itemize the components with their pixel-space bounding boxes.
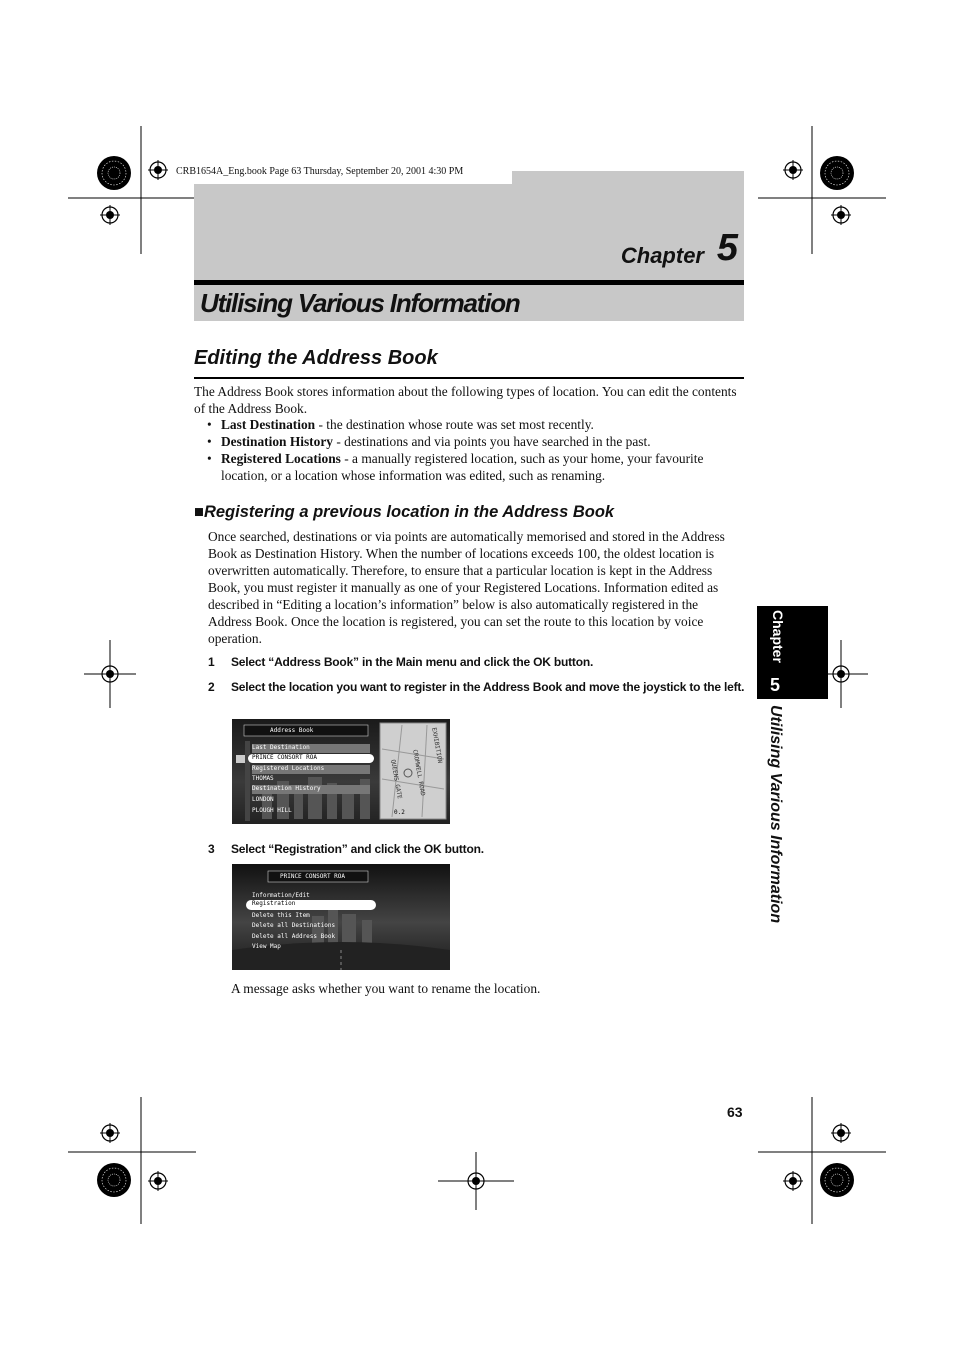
title-band	[194, 285, 744, 321]
bullet-item: • Destination History - destinations and via points you have searched in the past.	[207, 434, 651, 449]
step-text: Select “Registration” and click the OK button.	[231, 842, 484, 856]
step-number: 3	[208, 842, 215, 856]
step-number: 2	[208, 680, 215, 694]
bullet-term: Registered Locations	[221, 451, 341, 466]
screen2-row-selected: Registration	[246, 900, 376, 910]
step-text: Select “Address Book” in the Main menu and click the OK button.	[231, 655, 594, 669]
print-header-line: CRB1654A_Eng.book Page 63 Thursday, September 20, 2001 4:30 PM	[176, 166, 464, 177]
bullet-text: - the destination whose route was set most recently.	[315, 417, 594, 432]
chapter-word: Chapter	[620, 243, 704, 268]
screen1-row-selected: PRINCE CONSORT ROA	[248, 754, 374, 763]
screen1-header: Address Book	[270, 727, 314, 734]
result-text: A message asks whether you want to rename the location.	[231, 981, 541, 996]
screen1-row: Destination History	[252, 785, 370, 794]
bullet-item: • Registered Locations - a manually registered location, such as your home, your favourite location, or a location whose information was edited, such as renaming.	[207, 451, 704, 483]
step-3	[208, 841, 748, 858]
subsection-title	[194, 503, 614, 522]
subsection-title-text: Registering a previous location in the Address Book	[203, 503, 615, 521]
section-intro: The Address Book stores information about the following types of location. You can edit the contents of the Address Book.	[194, 384, 737, 416]
section-rule	[194, 377, 744, 379]
screen1-row: Last Destination	[252, 744, 370, 753]
screen2-row: Information/Edit	[252, 892, 310, 899]
screen1-row: PLOUGH HILL	[252, 807, 292, 814]
step-1	[208, 654, 748, 671]
screen2-row: Delete this Item	[252, 912, 310, 919]
bullet-term: Destination History	[221, 434, 333, 449]
subsection-marker: ■	[194, 503, 204, 521]
chapter-number: 5	[716, 227, 738, 269]
bullet-term: Last Destination	[221, 417, 316, 432]
registration-screenshot	[232, 864, 450, 970]
step-2	[208, 679, 748, 713]
screen2-row: View Map	[252, 943, 281, 950]
step-number: 1	[208, 655, 215, 669]
map-scale: 0.2	[394, 809, 405, 816]
address-book-screenshot	[232, 719, 450, 824]
screen2-row: Delete all Address Book	[252, 933, 336, 940]
map-label: EXHIBITION	[430, 727, 444, 764]
map-label: CROMWELL ROAD	[411, 749, 427, 797]
chapter-band	[194, 171, 744, 280]
screen1-row: THOMAS	[252, 775, 274, 782]
page-number: 63	[727, 1104, 743, 1120]
screen1-row: LONDON	[252, 796, 274, 803]
screen1-row: Registered Locations	[252, 765, 370, 774]
page-title: Utilising Various Information	[200, 288, 520, 318]
screen2-header: PRINCE CONSORT ROA	[280, 873, 346, 880]
side-chapter-number: 5	[770, 675, 781, 695]
step-text: Select the location you want to register in the Address Book and move the joystick to the left.	[231, 680, 745, 694]
map-label: QUEENS GATE	[389, 759, 403, 800]
subsection-body: Once searched, destinations or via points are automatically memorised and stored in the Address Book as Destination History. When the number of locations exceeds 100, the oldest location is overwritten automatically. Therefore, to ensure that a particular location is kept in the Address Book, you must register it manually as one of your Registered Locations. Information edited as described in “Editing a location’s information” below is also automatically registered in the Address Book. Once the location is registered, you can set the route to this location by voice operation.	[208, 529, 725, 646]
side-title	[764, 705, 786, 975]
bullet-text: - destinations and via points you have searched in the past.	[332, 434, 651, 449]
bullet-item: • Last Destination - the destination whose route was set most recently.	[207, 417, 594, 432]
bullet-list	[207, 416, 747, 484]
bullet-text: - a manually registered location, such as your home, your favourite location, or a location whose information was edited, such as renaming.	[221, 451, 704, 483]
side-title-text: Utilising Various Information	[767, 705, 784, 924]
side-chapter-word: Chapter	[770, 610, 786, 663]
section-title: Editing the Address Book	[194, 347, 438, 369]
screen2-row: Delete all Destinations	[252, 922, 336, 929]
